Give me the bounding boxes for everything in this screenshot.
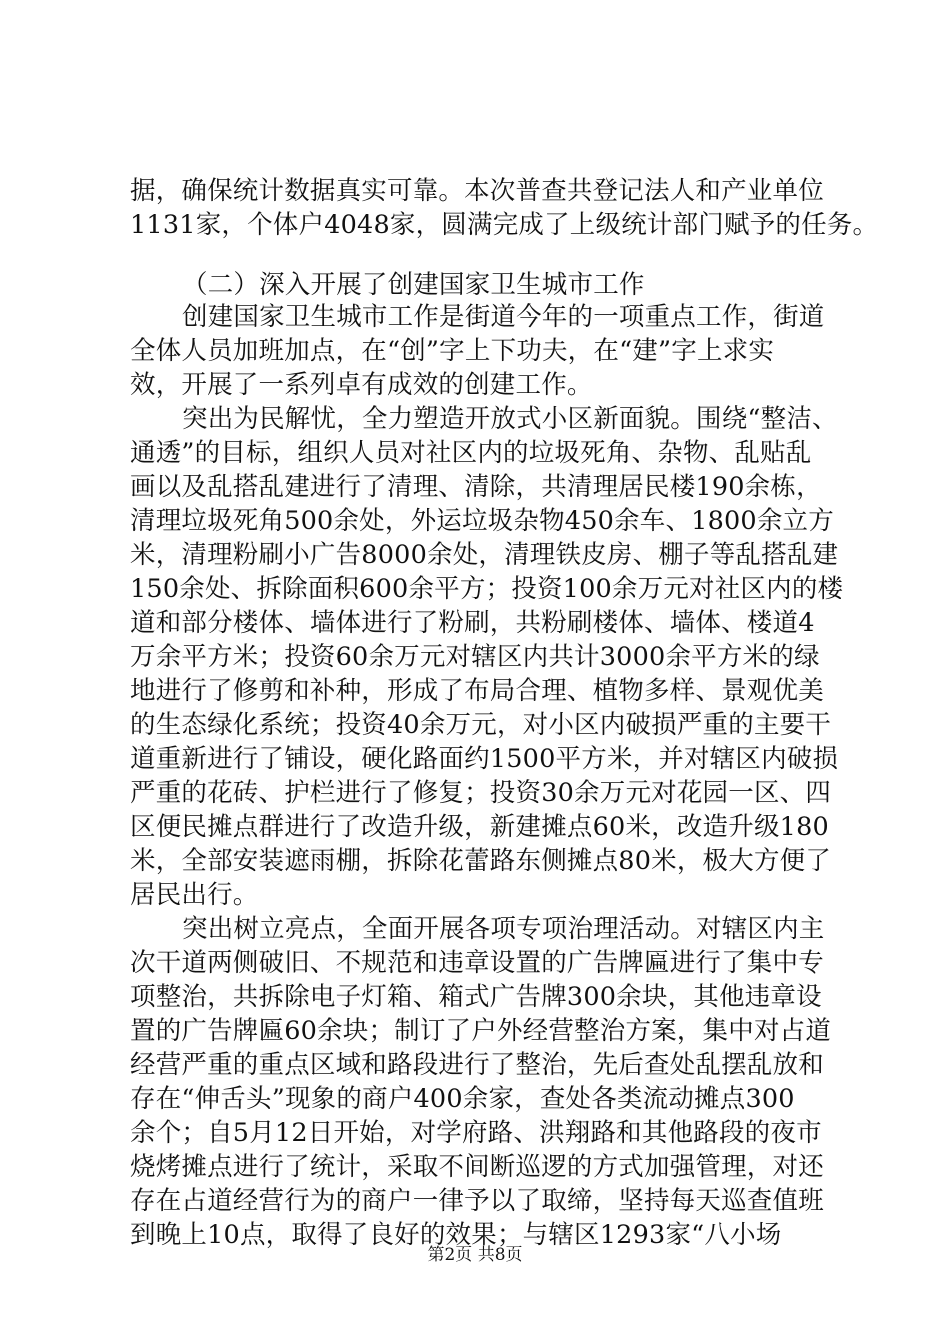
page-number-footer: 第2页 共8页 bbox=[427, 1245, 523, 1265]
body-text-line: 道重新进行了铺设，硬化路面约1500平方米，并对辖区内破损 bbox=[130, 744, 839, 774]
body-text-line: 严重的花砖、护栏进行了修复；投资30余万元对花园一区、四 bbox=[130, 778, 832, 808]
section-heading: （二）深入开展了创建国家卫生城市工作 bbox=[182, 270, 645, 300]
body-text-line: 到晚上10点，取得了良好的效果；与辖区1293家“八小场 bbox=[130, 1220, 782, 1250]
body-text-line: 存在“伸舌头”现象的商户400余家，查处各类流动摊点300 bbox=[130, 1084, 795, 1114]
body-text-line: 据，确保统计数据真实可靠。本次普查共登记法人和产业单位 bbox=[130, 176, 824, 206]
body-text-line: 项整治，共拆除电子灯箱、箱式广告牌300余块，其他违章设 bbox=[130, 982, 822, 1012]
body-text-line: 余个；自5月12日开始，对学府路、洪翔路和其他路段的夜市 bbox=[130, 1118, 822, 1148]
body-text-line: 150余处、拆除面积600余平方；投资100余万元对社区内的楼 bbox=[130, 574, 844, 604]
body-text-line: 万余平方米；投资60余万元对辖区内共计3000余平方米的绿 bbox=[130, 642, 820, 672]
body-text-line: 的生态绿化系统；投资40余万元，对小区内破损严重的主要干 bbox=[130, 710, 832, 740]
body-text-line: 通透”的目标，组织人员对社区内的垃圾死角、杂物、乱贴乱 bbox=[130, 438, 812, 468]
body-text-line: 居民出行。 bbox=[130, 880, 259, 910]
body-text-line: 区便民摊点群进行了改造升级，新建摊点60米，改造升级180 bbox=[130, 812, 829, 842]
body-text-line: 存在占道经营行为的商户一律予以了取缔，坚持每天巡查值班 bbox=[130, 1186, 824, 1216]
body-text-line: 创建国家卫生城市工作是街道今年的一项重点工作，街道 bbox=[182, 302, 825, 332]
body-text-line: 置的广告牌匾60余块；制订了户外经营整治方案，集中对占道 bbox=[130, 1016, 832, 1046]
body-text-line: 清理垃圾死角500余处，外运垃圾杂物450余车、1800余立方 bbox=[130, 506, 834, 536]
body-text-line: 地进行了修剪和补种，形成了布局合理、植物多样、景观优美 bbox=[130, 676, 824, 706]
body-text-line: 全体人员加班加点，在“创”字上下功夫，在“建”字上求实 bbox=[130, 336, 775, 366]
body-text-line: 画以及乱搭乱建进行了清理、清除，共清理居民楼190余栋， bbox=[130, 472, 822, 502]
body-text-line: 次干道两侧破旧、不规范和违章设置的广告牌匾进行了集中专 bbox=[130, 948, 824, 978]
body-text-line: 米，全部安装遮雨棚，拆除花蕾路东侧摊点80米，极大方便了 bbox=[130, 846, 832, 876]
body-text-line: 效，开展了一系列卓有成效的创建工作。 bbox=[130, 370, 593, 400]
body-text-line: 米，清理粉刷小广告8000余处，清理铁皮房、棚子等乱搭乱建 bbox=[130, 540, 839, 570]
body-text-line: 烧烤摊点进行了统计，采取不间断巡逻的方式加强管理，对还 bbox=[130, 1152, 824, 1182]
body-text-line: 突出为民解忧，全力塑造开放式小区新面貌。围绕“整洁、 bbox=[182, 404, 838, 434]
body-text-line: 1131家，个体户4048家，圆满完成了上级统计部门赋予的任务。 bbox=[130, 210, 879, 240]
body-text-line: 道和部分楼体、墙体进行了粉刷，共粉刷楼体、墙体、楼道4 bbox=[130, 608, 815, 638]
body-text-line: 经营严重的重点区域和路段进行了整治，先后查处乱摆乱放和 bbox=[130, 1050, 824, 1080]
body-text-line: 突出树立亮点，全面开展各项专项治理活动。对辖区内主 bbox=[182, 914, 825, 944]
